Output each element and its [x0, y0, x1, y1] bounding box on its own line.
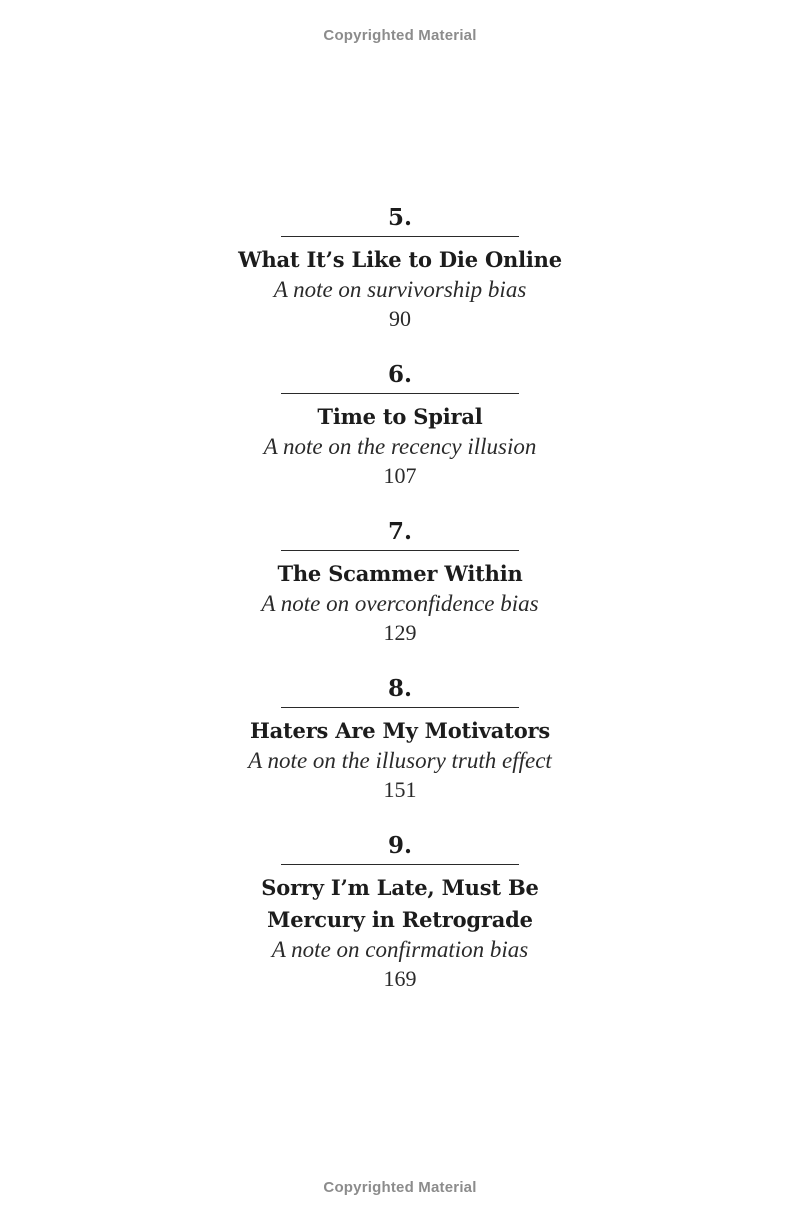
divider-rule [281, 550, 519, 551]
divider-rule [281, 864, 519, 865]
copyright-watermark-bottom: Copyrighted Material [323, 1179, 477, 1196]
chapter-subtitle: A note on survivorship bias [273, 277, 527, 302]
toc-entry-9 [0, 832, 800, 989]
chapter-subtitle: A note on overconfidence bias [261, 591, 539, 616]
chapter-title-line-2: Mercury in Retrograde [267, 907, 533, 932]
chapter-title: Time to Spiral [317, 404, 483, 429]
chapter-title: Haters Are My Motivators [249, 718, 551, 743]
chapter-title-line-1: Sorry I’m Late, Must Be [261, 875, 539, 900]
chapter-subtitle: A note on the illusory truth effect [248, 748, 552, 773]
chapter-number: 8. [387, 675, 412, 702]
chapter-subtitle: A note on the recency illusion [263, 434, 537, 459]
toc-entry-5 [0, 204, 800, 361]
page-number: 90 [389, 306, 411, 331]
divider-rule [281, 393, 519, 394]
chapter-title: What It’s Like to Die Online [238, 247, 562, 272]
chapter-subtitle: A note on confirmation bias [271, 937, 529, 962]
chapter-number: 9. [387, 832, 412, 859]
page-number: 169 [383, 966, 417, 991]
page-number: 151 [383, 777, 417, 802]
toc-entry-7 [0, 518, 800, 675]
copyright-watermark-top: Copyrighted Material [323, 27, 477, 44]
chapter-number: 6. [387, 361, 412, 388]
toc-entry-8 [0, 675, 800, 832]
table-of-contents [0, 204, 800, 989]
chapter-number: 7. [387, 518, 412, 545]
divider-rule [281, 236, 519, 237]
page-number: 129 [383, 620, 417, 645]
page-number: 107 [383, 463, 417, 488]
toc-entry-6 [0, 361, 800, 518]
chapter-title: The Scammer Within [277, 561, 523, 586]
divider-rule [281, 707, 519, 708]
chapter-number: 5. [387, 204, 412, 231]
